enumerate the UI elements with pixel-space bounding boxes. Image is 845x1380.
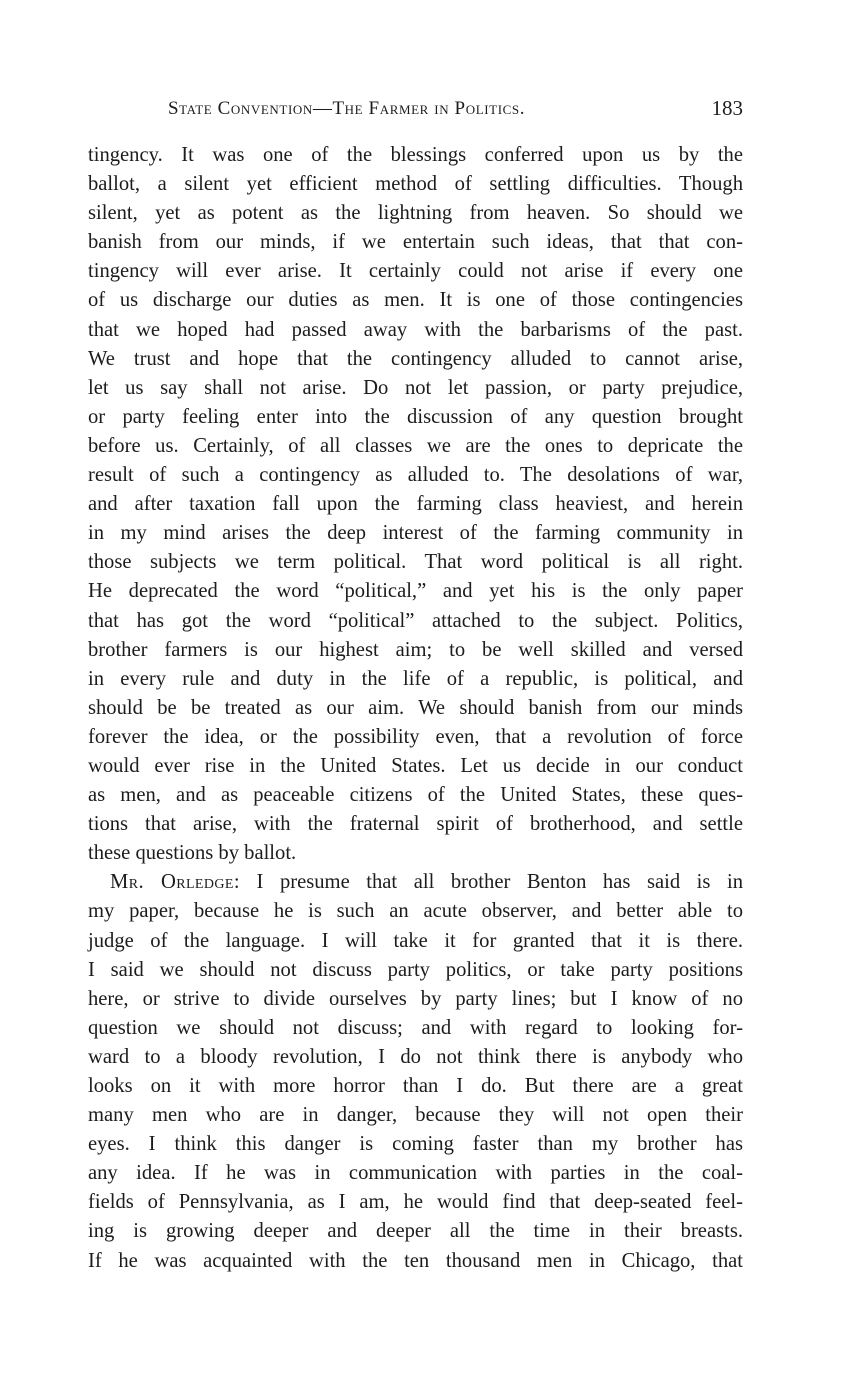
text-line: forever the idea, or the possibility even, that a revolution of force	[88, 725, 743, 748]
text-line: tingency. It was one of the blessings conferred upon us by the	[88, 144, 743, 166]
text-line	[88, 868, 743, 897]
text-line: in every rule and duty in the life of a republic, is political, and	[88, 667, 743, 690]
text-line: result of such a contingency as alluded to. The desolations of war,	[88, 464, 743, 487]
text-line: those subjects we term political. That word political is all right.	[88, 551, 743, 574]
text-line: as men, and as peaceable citizens of the United States, these ques-	[88, 784, 743, 807]
text-line: eyes. I think this danger is coming faster than my brother has	[88, 1133, 743, 1156]
text-line: He deprecated the word “political,” and yet his is the only paper	[88, 580, 743, 603]
text-line: If he was acquainted with the ten thousand men in Chicago, that	[88, 1249, 743, 1272]
text-line: any idea. If he was in communication with parties in the coal-	[88, 1162, 743, 1185]
text-line: tingency will ever arise. It certainly could not arise if every one	[88, 260, 743, 283]
text-line: would ever rise in the United States. Let us decide in our conduct	[88, 754, 743, 777]
text-line: I said we should not discuss party politics, or take party positions	[88, 958, 743, 981]
text-line: We trust and hope that the contingency alluded to cannot arise,	[88, 347, 743, 370]
text-line: of us discharge our duties as men. It is one of those contingencies	[88, 289, 743, 312]
text-line: should be be treated as our aim. We should banish from our minds	[88, 696, 743, 719]
text-line: tions that arise, with the fraternal spirit of brotherhood, and settle	[88, 813, 743, 836]
running-title: State Convention—The Farmer in Politics.	[168, 98, 526, 119]
text-line: banish from our minds, if we entertain such ideas, that that con-	[88, 231, 743, 254]
text-line: brother farmers is our highest aim; to be well skilled and versed	[88, 638, 743, 661]
text-line: here, or strive to divide ourselves by party lines; but I know of no	[88, 987, 743, 1010]
body-text	[88, 141, 743, 1276]
text-line: ward to a bloody revolution, I do not think there is anybody who	[88, 1045, 743, 1068]
text-line: or party feeling enter into the discussion of any question brought	[88, 405, 743, 428]
text-line: silent, yet as potent as the lightning from heaven. So should we	[88, 202, 743, 225]
text-line: judge of the language. I will take it for granted that it is there.	[88, 929, 743, 952]
text-line: and after taxation fall upon the farming class heaviest, and herein	[88, 493, 743, 516]
text-line: let us say shall not arise. Do not let passion, or party prejudice,	[88, 376, 743, 399]
page-number: 183	[711, 96, 743, 120]
text-line: fields of Pennsylvania, as I am, he would find that deep-seated feel-	[88, 1191, 743, 1214]
speech-text: I presume that all brother Benton has said is in	[256, 871, 743, 894]
text-line: these questions by ballot.	[88, 842, 297, 865]
speaker-name: Mr. Orledge:	[110, 871, 240, 894]
text-line: my paper, because he is such an acute observer, and better able to	[88, 900, 743, 923]
running-header	[88, 98, 743, 128]
paragraph-orledge-speech	[88, 868, 743, 1275]
text-line: before us. Certainly, of all classes we are the ones to depricate the	[88, 434, 743, 457]
paragraph-continued-speech	[88, 141, 743, 868]
text-line: that has got the word “political” attached to the subject. Politics,	[88, 609, 743, 632]
text-line: question we should not discuss; and with regard to looking for-	[88, 1016, 743, 1039]
text-line: in my mind arises the deep interest of the farming community in	[88, 522, 743, 545]
text-line: ing is growing deeper and deeper all the time in their breasts.	[88, 1220, 743, 1243]
text-line: ballot, a silent yet efficient method of settling difficulties. Though	[88, 173, 743, 196]
text-line: that we hoped had passed away with the barbarisms of the past.	[88, 318, 743, 341]
text-line: looks on it with more horror than I do. But there are a great	[88, 1075, 743, 1097]
text-line: many men who are in danger, because they will not open their	[88, 1104, 743, 1127]
